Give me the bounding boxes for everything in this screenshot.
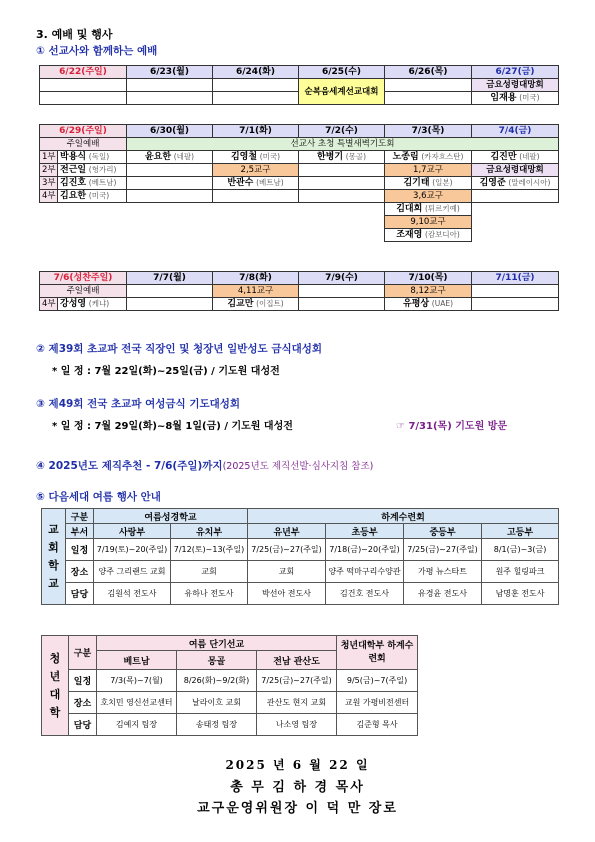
thu-name-2: 김기태 bbox=[403, 178, 430, 188]
week2-dawn-label: 선교사 초청 특별새벽기도회 bbox=[127, 138, 559, 151]
sunday-country-3: (베트남) bbox=[88, 178, 117, 187]
youth-side-4: 학 bbox=[49, 705, 61, 719]
school-dept-6: 고등부 bbox=[482, 524, 559, 539]
fri-country-2: (말레이시아) bbox=[508, 178, 551, 187]
item3-detail: * 일 정 : 7월 29일(화)~8월 1일(금) / 기도원 대성전 bbox=[52, 421, 293, 432]
week3-sunday-country: (케냐) bbox=[88, 299, 110, 308]
table-cell: 가평 뉴스타트 bbox=[404, 561, 482, 583]
tue-name-2: 반관수 bbox=[227, 178, 254, 188]
tue-parish: 2,5교구 bbox=[213, 164, 299, 177]
sunday-part-3: 3부 bbox=[40, 177, 58, 190]
thu-parish-2: 3,6교구 bbox=[385, 190, 472, 203]
tue-country-1: (미국) bbox=[259, 152, 281, 161]
week3-header-mon: 7/7(월) bbox=[127, 272, 213, 285]
school-col-label: 구분 bbox=[66, 509, 94, 524]
school-group2: 하계수련회 bbox=[248, 509, 559, 524]
school-group1: 여름성경학교 bbox=[94, 509, 248, 524]
youth-row-label: 장소 bbox=[69, 692, 97, 714]
thu-parish-1: 1,7교구 bbox=[385, 164, 472, 177]
week1-header-wed: 6/25(수) bbox=[299, 66, 385, 79]
week2-header-wed: 7/2(수) bbox=[299, 125, 385, 138]
item3-title: ③ 제49회 전국 초교파 여성금식 기도대성회 bbox=[36, 398, 241, 410]
table-cell: 양주 떡마구리수양관 bbox=[326, 561, 404, 583]
week2-header-tue: 7/1(화) bbox=[213, 125, 299, 138]
fri-name-2: 김영준 bbox=[479, 178, 506, 188]
table-cell: 김예지 팀장 bbox=[97, 714, 177, 736]
table-cell: 김준형 목사 bbox=[337, 714, 418, 736]
section-title: 3. 예배 및 행사 bbox=[36, 28, 113, 41]
mon-country: (네팔) bbox=[173, 152, 195, 161]
school-side-1: 교 bbox=[48, 522, 59, 536]
thu-name-3: 김대희 bbox=[396, 204, 423, 214]
mon-name: 윤요한 bbox=[144, 152, 172, 162]
youth-side-3: 대 bbox=[49, 687, 61, 701]
school-dept-1: 사랑부 bbox=[94, 524, 171, 539]
week3-header-fri: 7/11(금) bbox=[472, 272, 559, 285]
youth-dept-1: 베트남 bbox=[97, 651, 177, 670]
sunday-part-2: 2부 bbox=[40, 164, 58, 177]
table-cell: 8/1(금)~3(금) bbox=[482, 539, 559, 561]
week3-tue-parish: 4,11교구 bbox=[213, 285, 299, 298]
signature-2: 교구운영위원장 이 덕 만 장로 bbox=[197, 801, 398, 816]
item4 bbox=[36, 454, 373, 473]
week1-fri-country: (미국) bbox=[519, 93, 540, 102]
week1-wed-event: 순복음세계선교대회 bbox=[299, 79, 385, 105]
table-cell: 관산도 현지 교회 bbox=[257, 692, 337, 714]
week3-thu-parish: 8,12교구 bbox=[385, 285, 472, 298]
table-cell: 원주 힐링파크 bbox=[482, 561, 559, 583]
table-cell: 7/12(토)~13(주일) bbox=[171, 539, 248, 561]
wed-name: 한병기 bbox=[316, 152, 344, 162]
thu-country-1: (카자흐스탄) bbox=[421, 152, 464, 161]
youth-dept-2: 몽골 bbox=[177, 651, 257, 670]
table-cell: 송태정 팀장 bbox=[177, 714, 257, 736]
item2-title: ② 제39회 초교파 전국 직장인 및 청장년 일반성도 금식대성회 bbox=[36, 343, 323, 355]
school-side-3: 학 bbox=[48, 558, 59, 572]
youth-side-1: 청 bbox=[49, 651, 61, 665]
week1-header-sun: 6/22(주일) bbox=[40, 66, 127, 79]
school-dept-4: 초등부 bbox=[326, 524, 404, 539]
sunday-part-4: 4부 bbox=[40, 190, 58, 203]
week3-sunday-part: 4부 bbox=[40, 298, 58, 311]
table-cell: 7/25(금)~27(주일) bbox=[404, 539, 482, 561]
table-cell: 나소영 팀장 bbox=[257, 714, 337, 736]
youth-col-label: 구분 bbox=[69, 636, 97, 670]
youth-group2: 청년대학부 하계수련회 bbox=[337, 636, 418, 670]
week1-fri-name: 임재용 bbox=[490, 93, 517, 103]
thu-name-4: 조재영 bbox=[396, 230, 423, 240]
week1-fri-event: 금요성령대망회 bbox=[472, 79, 559, 92]
table-cell: 박선아 전도사 bbox=[248, 583, 326, 605]
table-cell: 8/26(화)~9/2(화) bbox=[177, 670, 257, 692]
thu-country-4: (캄보디아) bbox=[424, 230, 460, 239]
week2-fri-event: 금요성령대망회 bbox=[472, 164, 559, 177]
item3-visit: ☞ 7/31(목) 기도원 방문 bbox=[396, 421, 508, 432]
sunday-country-4: (미국) bbox=[88, 191, 110, 200]
table-cell: 7/3(목)~7(월) bbox=[97, 670, 177, 692]
table-cell: 양주 그리랜드 교회 bbox=[94, 561, 171, 583]
table-cell: 7/18(금)~20(주일) bbox=[326, 539, 404, 561]
table-cell: 7/19(토)~20(주일) bbox=[94, 539, 171, 561]
school-summer-table bbox=[41, 508, 559, 605]
item2-detail: * 일 정 : 7월 22일(화)~25일(금) / 기도원 대성전 bbox=[52, 366, 280, 377]
table-cell: 7/25(금)~27(주일) bbox=[248, 539, 326, 561]
table-cell: 교회 bbox=[248, 561, 326, 583]
thu-country-3: (튀르키예) bbox=[424, 204, 460, 213]
thu-name-1: 노종림 bbox=[392, 152, 419, 162]
week3-header-thu: 7/10(목) bbox=[385, 272, 472, 285]
school-side-2: 회 bbox=[48, 540, 59, 554]
table-cell: 날라이흐 교회 bbox=[177, 692, 257, 714]
table-cell: 김원석 전도사 bbox=[94, 583, 171, 605]
week2-header-mon: 6/30(월) bbox=[127, 125, 213, 138]
sunday-name-3: 김진호 bbox=[60, 178, 87, 188]
school-row-label: 장소 bbox=[66, 561, 94, 583]
week2-sunday-label: 주일예배 bbox=[40, 138, 127, 151]
sunday-country-1: (독일) bbox=[88, 152, 110, 161]
table-cell: 교원 가평비전센터 bbox=[337, 692, 418, 714]
school-dept-label: 부서 bbox=[66, 524, 94, 539]
fri-country-1: (네팔) bbox=[519, 152, 540, 161]
table-cell: 김건호 전도사 bbox=[326, 583, 404, 605]
week3-header-sun: 7/6(성찬주일) bbox=[40, 272, 127, 285]
item4-title: ④ 2025년도 제직추천 - 7/6(주일)까지 bbox=[36, 460, 223, 472]
youth-row-label: 담당 bbox=[69, 714, 97, 736]
signature-1: 총 무 김 하 경 목사 bbox=[230, 780, 365, 795]
week2-header-fri: 7/4(금) bbox=[472, 125, 559, 138]
sunday-part-1: 1부 bbox=[40, 151, 58, 164]
week3-thu-country: (UAE) bbox=[431, 299, 454, 308]
week2-calendar bbox=[39, 124, 559, 242]
thu-parish-3: 9,10교구 bbox=[385, 216, 472, 229]
school-row-label: 담당 bbox=[66, 583, 94, 605]
youth-side-2: 년 bbox=[49, 669, 61, 683]
table-cell: 교회 bbox=[171, 561, 248, 583]
youth-row-label: 일정 bbox=[69, 670, 97, 692]
week1-header-tue: 6/24(화) bbox=[213, 66, 299, 79]
week3-thu-name: 유평상 bbox=[403, 299, 430, 309]
table-cell: 7/25(금)~27(주일) bbox=[257, 670, 337, 692]
fri-name-1: 김진만 bbox=[490, 152, 517, 162]
school-dept-5: 중등부 bbox=[404, 524, 482, 539]
item4-note: (2025년도 제직선발·심사지침 참조) bbox=[222, 461, 374, 472]
week2-header-sun: 6/29(주일) bbox=[40, 125, 127, 138]
week2-header-thu: 7/3(목) bbox=[385, 125, 472, 138]
school-row-label: 일정 bbox=[66, 539, 94, 561]
sunday-name-1: 박용식 bbox=[60, 152, 87, 162]
week3-sunday-label: 주일예배 bbox=[40, 285, 127, 298]
item1-title: ① 선교사와 함께하는 예배 bbox=[36, 45, 158, 57]
week3-sunday-name: 강성영 bbox=[60, 299, 87, 309]
sunday-name-4: 김요한 bbox=[60, 191, 87, 201]
week3-tue-name: 김교만 bbox=[227, 299, 254, 309]
item5-title: ⑤ 다음세대 여름 행사 안내 bbox=[36, 491, 161, 503]
table-cell: 9/5(금)~7(주일) bbox=[337, 670, 418, 692]
sunday-country-2: (헝가리) bbox=[88, 165, 117, 174]
week3-header-wed: 7/9(수) bbox=[299, 272, 385, 285]
week3-calendar bbox=[39, 271, 559, 311]
week1-header-mon: 6/23(월) bbox=[127, 66, 213, 79]
week3-header-tue: 7/8(화) bbox=[213, 272, 299, 285]
date-line: 2025 년 6 월 22 일 bbox=[225, 758, 370, 772]
table-cell: 유하나 전도사 bbox=[171, 583, 248, 605]
tue-name-1: 김영철 bbox=[230, 152, 258, 162]
school-dept-2: 유치부 bbox=[171, 524, 248, 539]
thu-country-2: (일본) bbox=[432, 178, 453, 187]
week1-calendar bbox=[39, 65, 559, 105]
school-side-label bbox=[42, 509, 66, 605]
youth-group1: 여름 단기선교 bbox=[97, 636, 337, 651]
table-cell: 남명훈 전도사 bbox=[482, 583, 559, 605]
youth-side-label bbox=[42, 636, 69, 736]
school-side-4: 교 bbox=[48, 576, 59, 590]
youth-summer-table bbox=[41, 635, 418, 736]
wed-country: (몽골) bbox=[345, 152, 367, 161]
table-cell: 호치민 영신선교센터 bbox=[97, 692, 177, 714]
school-dept-3: 유년부 bbox=[248, 524, 326, 539]
week1-header-thu: 6/26(목) bbox=[385, 66, 472, 79]
tue-country-2: (베트남) bbox=[256, 178, 284, 187]
week3-tue-country: (이집트) bbox=[256, 299, 284, 308]
youth-dept-3: 전남 관산도 bbox=[257, 651, 337, 670]
week1-header-fri: 6/27(금) bbox=[472, 66, 559, 79]
table-cell: 유경윤 전도사 bbox=[404, 583, 482, 605]
sunday-name-2: 전근일 bbox=[60, 165, 87, 175]
